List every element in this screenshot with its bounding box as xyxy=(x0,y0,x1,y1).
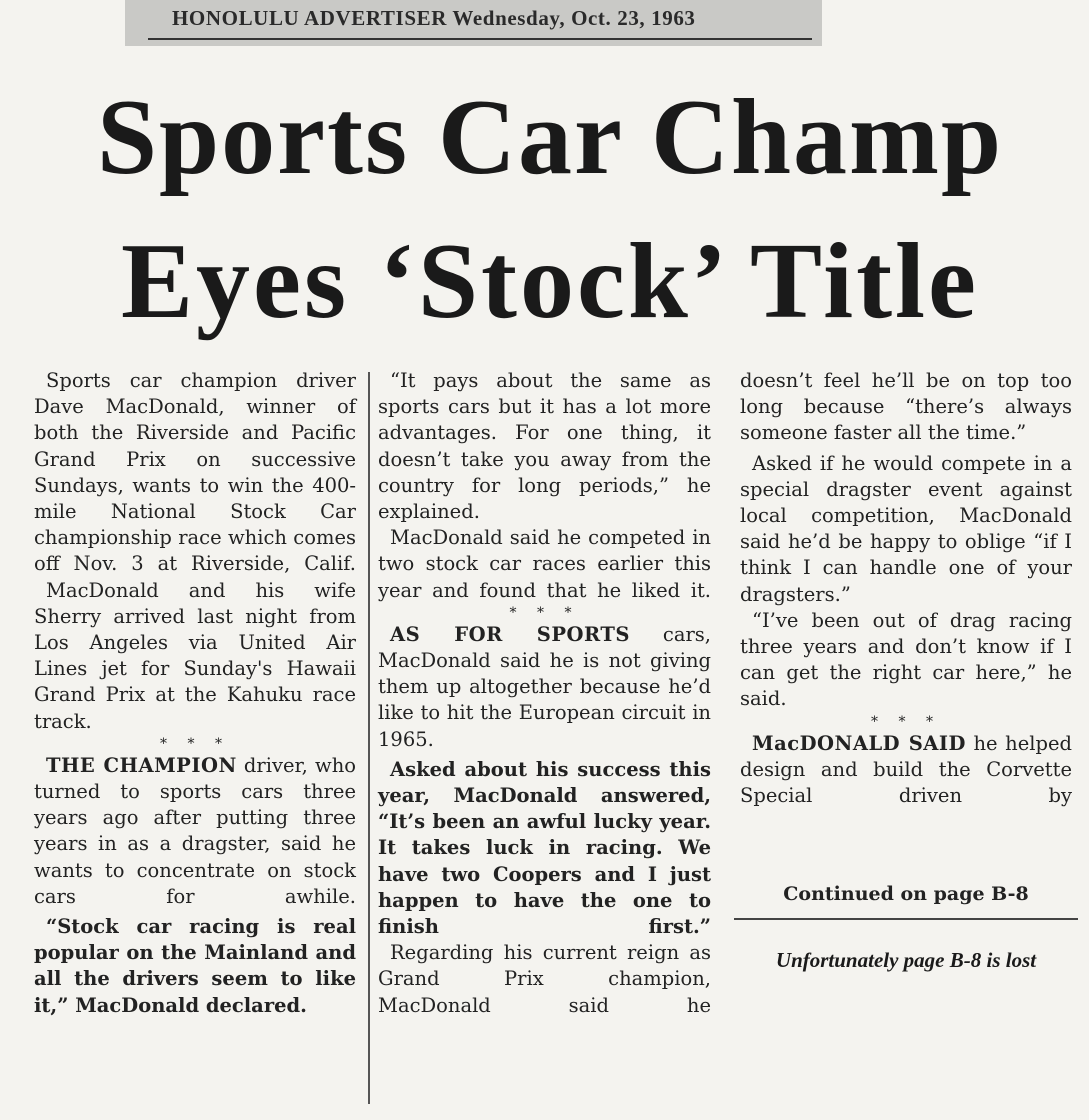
column-divider xyxy=(368,372,370,1104)
col3-paragraph-1: doesn’t feel he’ll be on top too long because “there’s always someone faster all the time.” xyxy=(740,369,1072,445)
col1-lead-in: THE CHAMPION xyxy=(46,753,237,777)
col2-paragraph-4: Asked about his success this year, MacDonald answered, “It’s been an awful lucky year. It takes luck in racing. We have two Coopers and I just happen to have the one to finish first.” xyxy=(378,757,711,939)
col2-paragraph-1: “It pays about the same as sports cars but it has a lot more advantages. For one thing, it doesn’t take you away from the country for long periods,” he explained. xyxy=(378,369,711,524)
headline-line-2: Eyes ‘Stock’ Title xyxy=(121,222,979,341)
lost-page-note: Unfortunately page B-8 is lost xyxy=(775,948,1037,972)
col3-separator: * * * xyxy=(871,713,941,730)
masthead: HONOLULU ADVERTISER Wednesday, Oct. 23, 1963 xyxy=(172,6,696,30)
column-3 xyxy=(740,368,1072,809)
column-1 xyxy=(34,368,356,1019)
col3-paragraph-3: “I’ve been out of drag racing three years and don’t know if I can get the right car here,” he said. xyxy=(740,608,1072,711)
headline-line-1: Sports Car Champ xyxy=(96,78,1004,197)
col1-separator: * * * xyxy=(160,735,230,752)
col2-separator: * * * xyxy=(509,604,580,621)
col1-paragraph-1: Sports car champion driver Dave MacDonald, winner of both the Riverside and Pacific Grand Prix on successive Sundays, wants to win the 400-mile National Stock Car championship race which comes off Nov. 3 at Riverside, Calif. xyxy=(34,369,356,576)
col1-paragraph-3-text: driver, who turned to sports cars three years ago after putting three years in as a dragster, said he wants to concentrate on stock cars for awhile. xyxy=(34,753,356,908)
col3-lead-in: MacDONALD SAID xyxy=(752,731,966,755)
col3-paragraph-4 xyxy=(740,731,1072,810)
col3-paragraph-2: Asked if he would compete in a special dragster event against local competition, MacDonald said he’d be happy to oblige “if I think I can handle one of your dragsters.” xyxy=(740,451,1072,606)
col2-paragraph-5: Regarding his current reign as Grand Prix champion, MacDonald said he xyxy=(378,941,711,1017)
column-2 xyxy=(378,368,711,1019)
col1-paragraph-4: “Stock car racing is real popular on the Mainland and all the drivers seem to like it,” MacDonald declared. xyxy=(34,915,356,1017)
col1-paragraph-2: MacDonald and his wife Sherry arrived last night from Los Angeles via United Air Lines jet for Sunday's Hawaii Grand Prix at the Kahuku race track. xyxy=(34,578,356,733)
continued-rule xyxy=(734,918,1078,920)
continued-notice: Continued on page B-8 xyxy=(783,883,1029,905)
masthead-rule xyxy=(148,38,812,40)
col2-paragraph-3-text: cars, MacDonald said he is not giving them up altogether because he’d like to hit the European circuit in 1965. xyxy=(378,622,711,751)
col3-paragraph-4-text: he helped design and build the Corvette Special driven by xyxy=(740,731,1072,808)
col2-paragraph-2: MacDonald said he competed in two stock car races earlier this year and found that he liked it. xyxy=(378,526,711,602)
col2-lead-in: AS FOR SPORTS xyxy=(390,622,630,646)
col1-paragraph-3 xyxy=(34,753,356,910)
col2-paragraph-3 xyxy=(378,622,711,753)
